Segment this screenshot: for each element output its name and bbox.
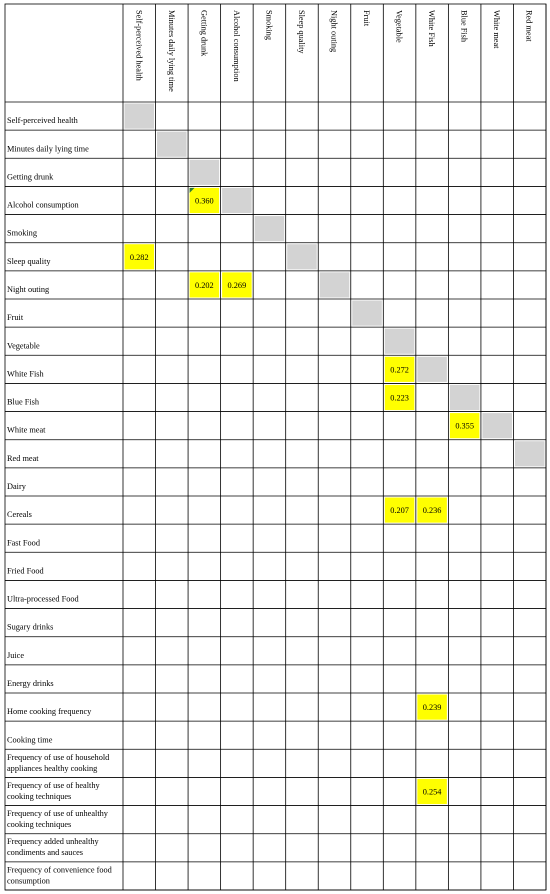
row-label-8 [7,341,40,350]
row-label-text: Smoking [7,228,37,238]
diagonal-cell-4 [255,216,285,241]
row-label-text: White Fish [7,369,44,379]
row-label-text: Red meat [7,453,39,463]
column-header-4: Smoking [264,10,274,40]
row-label-text: White meat [7,425,46,435]
row-label-text: Frequency of use of household [7,752,110,762]
row-label-15 [7,538,41,547]
row-label-3 [7,201,80,210]
row-label-25 [7,809,109,829]
row-label-text: cooking techniques [7,791,72,801]
row-label-14 [7,510,32,519]
row-label-text: Night outing [7,285,50,294]
row-label-text: Cooking time [7,735,53,745]
row-label-24 [7,781,100,801]
row-label-text: Frequency of use of healthy [7,780,100,790]
row-label-4 [7,229,37,238]
diagonal-cell-2 [190,160,220,185]
column-header-1: Minutes daily lying time [166,10,176,92]
column-header-7: Fruit [362,10,372,27]
row-label-text: condiments and sauces [7,848,84,858]
column-header-5: Sleep quality [296,10,306,54]
value-label-8: 0.236 [422,506,442,516]
row-label-text: consumption [7,876,50,886]
diagonal-cell-6 [320,272,350,297]
column-header-8: Vegetable [394,10,404,43]
diagonal-cell-11 [482,413,512,438]
column-header-3: Alcohol consumption [231,10,241,82]
row-label-0 [7,116,79,125]
row-label-text: Home cooking frequency [7,707,92,717]
row-label-text: Blue Fish [7,397,40,407]
value-label-3: 0.269 [227,280,247,290]
column-header-12: Red meat [524,10,534,42]
row-label-text: Frequency added unhealthy [7,837,99,847]
row-label-19 [7,651,24,660]
row-label-2 [7,172,54,181]
row-label-13 [7,482,27,491]
value-label-1: 0.282 [129,252,149,262]
row-label-text: Juice [7,650,25,660]
row-label-text: Ultra-processed Food [7,594,79,604]
row-label-text: Energy drinks [7,679,54,688]
row-label-12 [7,454,39,463]
row-label-20 [7,679,54,688]
row-label-6 [7,285,49,294]
value-label-10: 0.254 [422,787,442,797]
row-label-text: Sleep quality [7,256,51,266]
diagonal-cell-8 [385,329,415,354]
value-label-7: 0.207 [390,506,409,516]
value-label-5: 0.223 [390,393,409,403]
row-label-text: Sugary drinks [7,622,54,632]
row-label-text: Cereals [7,510,32,520]
row-label-16 [7,566,44,575]
column-header-11: White meat [492,10,502,49]
row-label-21 [7,707,92,716]
column-header-9: White Fish [427,10,437,47]
column-header-2: Getting drunk [199,10,209,57]
diagonal-cell-9 [417,357,447,382]
row-label-1 [7,144,89,153]
row-label-23 [7,753,110,773]
row-label-text: Dairy [7,482,26,491]
value-label-6: 0.355 [455,421,474,431]
row-label-text: cooking techniques [7,820,72,830]
row-label-text: Fast Food [7,538,40,548]
diagonal-cell-12 [515,441,545,466]
row-label-22 [7,735,53,744]
row-label-26 [7,837,100,857]
row-label-text: Frequency of use of unhealthy [7,809,108,819]
diagonal-cell-5 [287,244,317,269]
column-header-0: Self-perceived health [134,10,144,81]
row-label-9 [7,369,44,378]
row-label-text: appliances healthy cooking [7,763,98,773]
row-label-text: Fried Food [7,566,44,576]
row-label-text: Alcohol consumption [7,200,79,210]
row-label-7 [7,313,24,322]
row-label-10 [7,398,40,407]
row-label-text: Frequency of convenience food [7,865,112,875]
diagonal-cell-0 [125,104,155,129]
row-label-27 [7,865,113,885]
labels-layer [7,10,534,885]
diagonal-cell-10 [450,385,480,410]
diagonal-cell-7 [352,301,382,326]
row-label-18 [7,623,53,632]
column-header-6: Night outing [329,10,339,53]
diagonal-cell-3 [222,188,252,213]
value-label-4: 0.272 [390,365,409,375]
value-label-9: 0.239 [422,703,442,713]
row-label-5 [7,257,51,266]
row-label-text: Minutes daily lying time [7,144,89,154]
diagonal-cell-1 [157,132,187,157]
column-header-10: Blue Fish [459,10,469,43]
row-label-17 [7,595,80,604]
value-label-2: 0.202 [195,280,214,290]
cells-layer [125,104,545,805]
row-label-text: Self-perceived health [7,116,78,126]
row-label-text: Getting drunk [7,172,54,182]
row-label-text: Fruit [7,313,24,323]
row-label-text: Vegetable [7,341,40,351]
value-label-0: 0.360 [195,196,214,206]
row-label-11 [7,426,46,435]
